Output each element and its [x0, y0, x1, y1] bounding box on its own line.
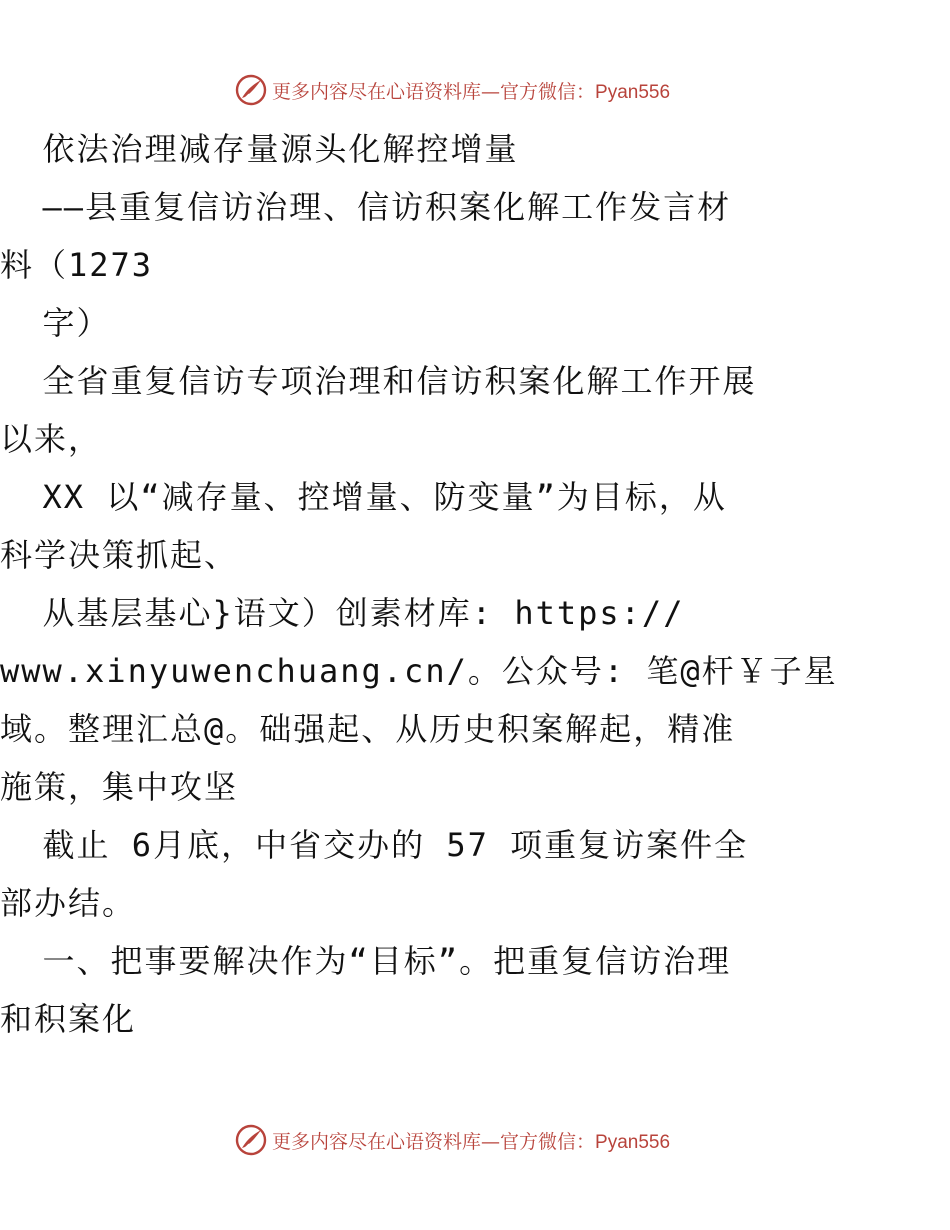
- doc-line: ——县重复信访治理、信访积案化解工作发言材: [0, 188, 732, 226]
- doc-line: 字）: [0, 304, 111, 342]
- quill-logo-icon: [234, 73, 268, 107]
- doc-line: 域。整理汇总@。础强起、从历史积案解起，精准: [0, 710, 736, 748]
- doc-line: 和积案化: [0, 1000, 137, 1038]
- footer-watermark-banner: [234, 1120, 670, 1160]
- doc-line: XX 以“减存量、控增量、防变量”为目标，从: [0, 478, 727, 516]
- doc-line: 施策，集中攻坚: [0, 768, 239, 806]
- header-watermark-text: 更多内容尽在心语资料库—官方微信：Pyan556: [272, 80, 671, 103]
- doc-line: 依法治理减存量源头化解控增量: [0, 130, 519, 168]
- footer-watermark-text: 更多内容尽在心语资料库—官方微信：Pyan556: [272, 1130, 671, 1153]
- doc-line: 全省重复信访专项治理和信访积案化解工作开展: [0, 362, 757, 400]
- header-watermark-banner: [234, 70, 670, 110]
- quill-logo-icon: [234, 1123, 268, 1157]
- doc-line: 从基层基心}语文）创素材库: https://: [0, 594, 685, 632]
- doc-line: 部办结。: [0, 884, 137, 922]
- doc-line: 以来，: [0, 420, 103, 458]
- doc-line: www.xinyuwenchuang.cn/。公众号: 笔@杆￥子星: [0, 652, 838, 690]
- doc-line: 科学决策抓起、: [0, 536, 239, 574]
- doc-line: 料（1273: [0, 246, 154, 284]
- doc-line: 一、把事要解决作为“目标”。把重复信访治理: [0, 942, 732, 980]
- doc-line: 截止 6月底，中省交办的 57 项重复访案件全: [0, 826, 749, 864]
